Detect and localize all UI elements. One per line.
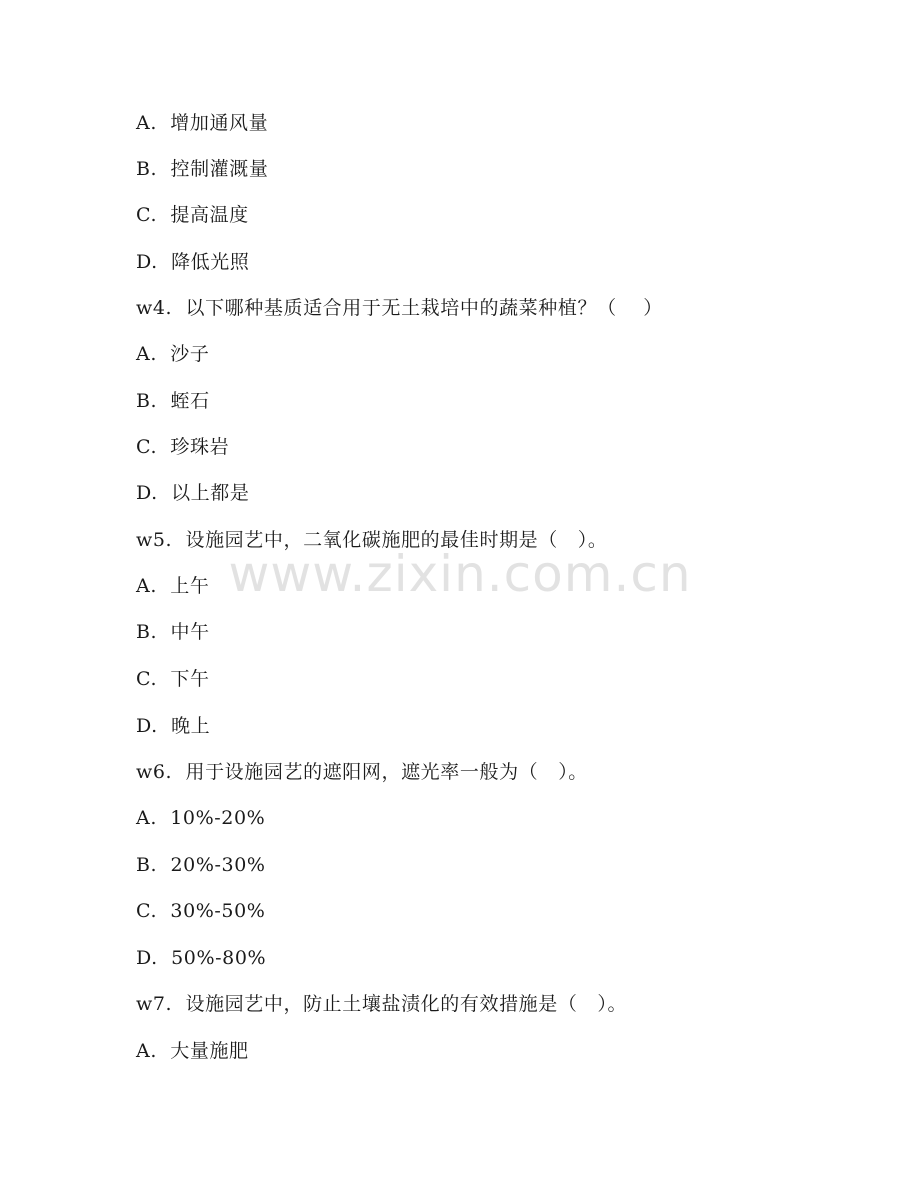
question-w5-option-b: B. 中午 (136, 621, 210, 643)
watermark: www.zixin.com.cn (228, 545, 692, 603)
question-w4-option-d: D. 以上都是 (136, 482, 250, 504)
question-w6-option-a: A. 10%-20% (136, 807, 266, 829)
question-w6-option-c: C. 30%-50% (136, 900, 266, 922)
question-w6-option-b: B. 20%-30% (136, 854, 266, 876)
option-a-ventilation: A. 增加通风量 (136, 112, 269, 134)
question-w5: w5. 设施园艺中，二氧化碳施肥的最佳时期是（ ）。 (136, 529, 608, 551)
question-w4-option-c: C. 珍珠岩 (136, 436, 230, 458)
question-w4: w4. 以下哪种基质适合用于无土栽培中的蔬菜种植？（ ） (136, 297, 663, 319)
question-w5-option-d: D. 晚上 (136, 715, 211, 737)
question-w6-option-d: D. 50%-80% (136, 947, 267, 969)
question-w6: w6. 用于设施园艺的遮阳网，遮光率一般为（ ）。 (136, 761, 588, 783)
question-w4-option-a: A. 沙子 (136, 343, 210, 365)
question-w7: w7. 设施园艺中，防止土壤盐渍化的有效措施是（ ）。 (136, 993, 628, 1015)
question-w4-option-b: B. 蛭石 (136, 390, 210, 412)
option-d-light: D. 降低光照 (136, 251, 250, 273)
question-w5-option-c: C. 下午 (136, 668, 210, 690)
option-c-temperature: C. 提高温度 (136, 204, 249, 226)
question-w7-option-a: A. 大量施肥 (136, 1040, 249, 1062)
option-b-irrigation: B. 控制灌溉量 (136, 158, 269, 180)
question-w5-option-a: A. 上午 (136, 575, 210, 597)
